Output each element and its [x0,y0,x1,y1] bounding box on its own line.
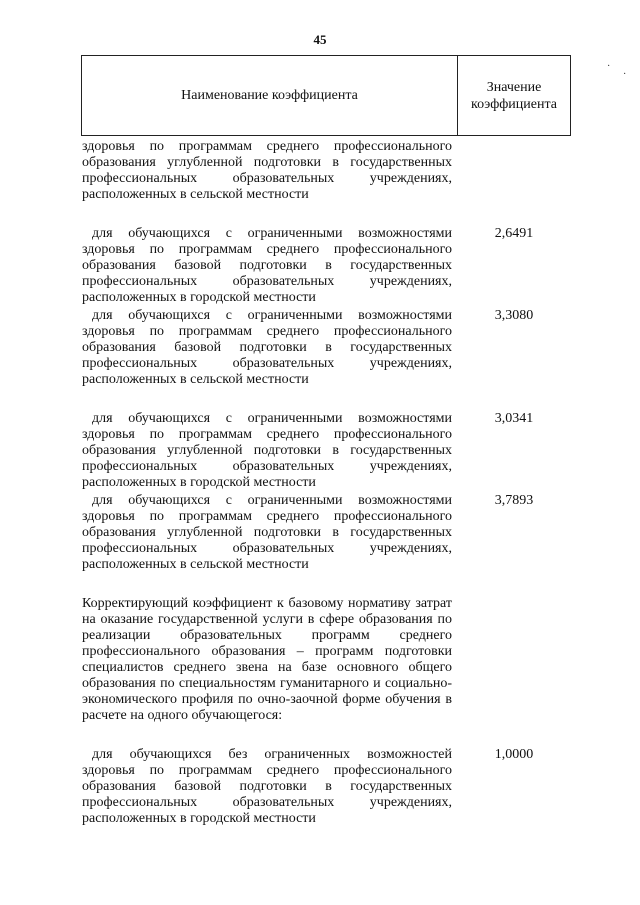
row-description: для обучающихся с ограниченными возможностями здоровья по программам среднего профессионального образования углубленной подготовки в государственных профессиональных образовательных учреждениях, расположенных в городской местности [82,411,452,490]
page-number: 45 [313,32,327,47]
column-header-name: Наименование коэффициента [82,56,458,135]
row-value: 3,0341 [494,411,534,426]
table-row [82,411,572,491]
table-row [82,493,572,573]
row-description: для обучающихся с ограниченными возможностями здоровья по программам среднего профессионального образования углубленной подготовки в государственных профессиональных образовательных учреждениях, расположенных в сельской местности [82,493,452,572]
scan-speck-mark: · [623,69,627,80]
row-description: здоровья по программам среднего профессионального образования углубленной подготовки в государственных профессиональных образовательных учреждениях, расположенных в сельской местности [82,139,452,202]
row-value: 3,3080 [494,308,534,323]
row-value: 1,0000 [494,747,534,762]
row-description: для обучающихся с ограниченными возможностями здоровья по программам среднего профессионального образования базовой подготовки в государственных профессиональных образовательных учреждениях, расположенных в городской местности [82,226,452,305]
table-row [82,226,572,306]
row-description: для обучающихся без ограниченных возможностей здоровья по программам среднего профессионального образования базовой подготовки в государственных профессиональных образовательных учреждениях, расположенных в городской местности [82,747,452,826]
coefficient-table-body [82,139,572,827]
column-header-value: Значение коэффициента [471,79,557,112]
table-row [82,308,572,388]
row-value: 2,6491 [494,226,534,241]
row-description: Корректирующий коэффициент к базовому нормативу затрат на оказание государственной услуги в сфере образования по реализации образовательных программ среднего профессионального образования – программ подготовки специалистов среднего звена на базе основного общего образования по специальностям гуманитарного и социально-экономического профиля по очно-заочной форме обучения в расчете на одного обучающегося: [82,596,452,723]
row-value: 3,7893 [494,493,534,508]
table-row [82,747,572,827]
table-row [82,596,572,724]
table-row [82,139,572,203]
scan-speck-mark: · [607,61,611,72]
row-description: для обучающихся с ограниченными возможностями здоровья по программам среднего профессионального образования базовой подготовки в государственных профессиональных образовательных учреждениях, расположенных в сельской местности [82,308,452,387]
table-header [81,55,571,136]
